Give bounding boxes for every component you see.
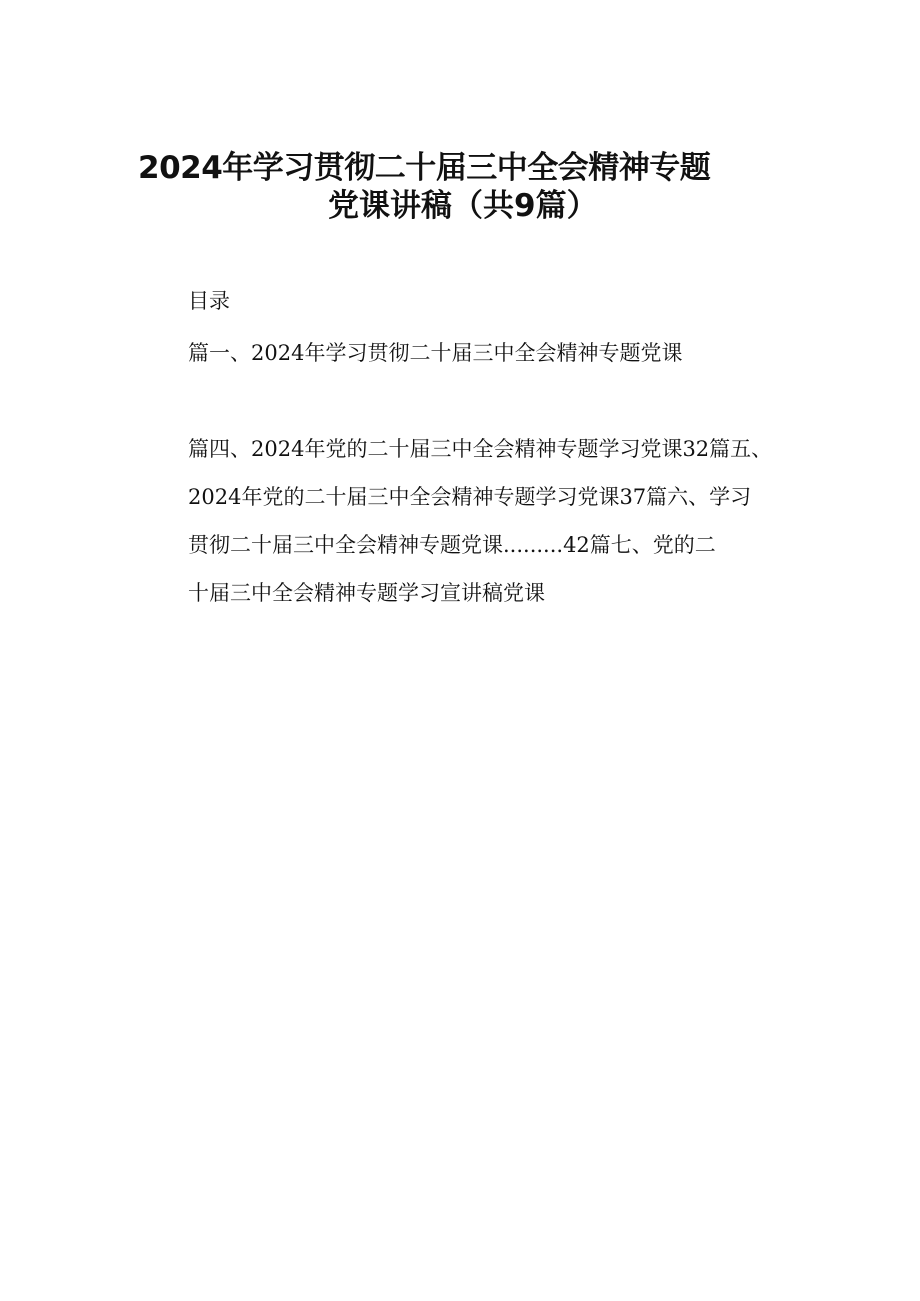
toc-line: 2024年党的二十届三中全会精神专题学习党课37篇六、学习: [188, 485, 752, 509]
toc-line: 篇四、2024年党的二十届三中全会精神专题学习党课32篇五、: [188, 437, 773, 461]
toc-line: 贯彻二十届三中全会精神专题党课.........42篇七、党的二: [188, 533, 716, 557]
document-title-line-1: 2024年学习贯彻二十届三中全会精神专题: [138, 150, 711, 186]
toc-line: 十届三中全会精神专题学习宣讲稿党课: [188, 581, 545, 605]
document-title-line-2: 党课讲稿（共9篇）: [328, 188, 598, 224]
toc-line: 篇一、2024年学习贯彻二十届三中全会精神专题党课: [188, 341, 683, 365]
toc-heading: 目录: [188, 289, 230, 313]
